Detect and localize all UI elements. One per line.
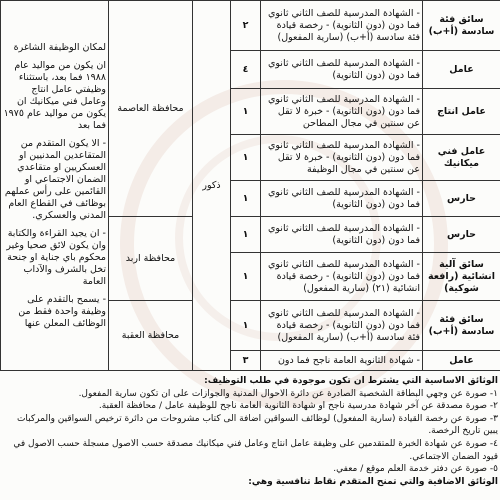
document-item: ١- صورة عن وجهي البطاقة الشخصية الصادرة عن دائرة الاحوال المدنية والجوازات على ان تكون سارية المفعول. — [78, 388, 498, 399]
condition-single-job: - يسمح بالتقدم على وظيفة واحدة فقط من الوظائف المعلن عنها — [18, 293, 106, 329]
document-item: ٢- صورة مصدقة عن آخر شهادة مدرسية ناجح او شهادة الثانوية العامة ناجح للوظيفة عامل / محافظة العقبة. — [98, 401, 498, 412]
qualification: - الشهادة المدرسية للصف الثاني ثانوي فما دون (دون الثانوية) - رخصة قيادة فئة سادسة (أ+ب) (سارية المفعول) — [261, 301, 423, 351]
vacancy-count: ٢ — [231, 1, 261, 51]
extra-documents-heading: الوثائق الاضافية والتي تمنح المتقدم نقاط تنافسية وهي: — [248, 476, 498, 487]
vacancy-count: ١ — [231, 181, 261, 217]
condition-line: لمكان الوظيفة الشاغرة — [13, 41, 106, 53]
vacancy-count: ١ — [231, 301, 261, 351]
qualification: - الشهادة المدرسية للصف الثاني ثانوي فما دون (دون الثانوية) — [261, 181, 423, 217]
qualification: - شهادة الثانوية العامة ناجح فما دون — [261, 351, 423, 371]
vacancy-count: ١ — [231, 135, 261, 181]
job-title: حارس — [423, 181, 500, 217]
vacancy-count: ٤ — [231, 51, 261, 89]
document-item: ٣- صورة عن رخصة القيادة (سارية المفعول) لوظائف السواقين اضافة الى كتاب مشروحات من دائرة ترخيص السواقين والمركبات يبين تاريخ الرخصة. — [16, 413, 498, 437]
vacancy-count: ١ — [231, 217, 261, 253]
document-item: ٥- صورة عن دفتر خدمة العلم موقع / معفي. — [333, 464, 498, 475]
job-title: عامل انتاج — [423, 89, 500, 135]
location-irbid: محافظة اربد — [109, 217, 193, 301]
location-capital: محافظة العاصمة — [109, 1, 193, 217]
job-title: عامل فني ميكانيك — [423, 135, 500, 181]
table-row — [1, 1, 500, 51]
vacancy-count: ١ — [231, 253, 261, 301]
qualification: - الشهادة المدرسية للصف الثاني ثانوي فما دون (دون الثانوية) — [261, 217, 423, 253]
job-title: عامل — [423, 351, 500, 371]
gender-cell: ذكور — [193, 1, 231, 371]
qualification: - الشهادة المدرسية للصف الثاني ثانوي فما دون (دون الثانوية) - رخصة قيادة انشائية (٢١) (سارية المفعول) — [261, 253, 423, 301]
documents-heading: الوثائق الاساسية التي يشترط ان تكون موجودة في طلب التوظيف: — [204, 376, 498, 386]
required-documents — [0, 375, 500, 488]
document-item: ٤- صورة عن شهادة الخبرة للمتقدمين على وظيفة عامل انتاج وعامل فني ميكانيك مصدقة حسب الاصول مسجلة حسب الاصول في قيود الضمان الاجتماعي. — [13, 438, 498, 462]
vacancy-count: ٣ — [231, 351, 261, 371]
job-title: سائق آلية انشائية (رافعة شوكية) — [423, 253, 500, 301]
location-aqaba: محافظة العقبة — [109, 301, 193, 371]
job-title: سائق فئة سادسة (أ+ب) — [423, 1, 500, 51]
condition-age: ان يكون من مواليد عام ١٩٨٨ فما بعد، باستثناء وظيفتي عامل انتاج وعامل فني ميكانيك ان يكون من مواليد عام ١٩٧٥ فما بعد — [3, 59, 106, 131]
qualification: - الشهادة المدرسية للصف الثاني ثانوي فما دون (دون الثانوية) - رخصة قيادة فئة سادسة (أ+ب) (سارية المفعول) — [261, 1, 423, 51]
vacancy-count: ١ — [231, 89, 261, 135]
job-title: سائق فئة سادسة (أ+ب) — [423, 301, 500, 351]
condition-retired: - الا يكون المتقدم من المتقاعدين المدنيين او العسكريين او متقاعدي الضمان الاجتماعي او القائمين على رأس عملهم بوظائف في القطاع العام المدني والعسكري. — [4, 137, 106, 221]
qualification: - الشهادة المدرسية للصف الثاني ثانوي فما دون (دون الثانوية) - خبرة لا تقل عن سنتين في مجال الوظيفة — [261, 135, 423, 181]
conditions-cell — [1, 1, 109, 371]
qualification: - الشهادة المدرسية للصف الثاني ثانوي فما دون (دون الثانوية) — [261, 51, 423, 89]
job-title: حارس — [423, 217, 500, 253]
job-title: عامل — [423, 51, 500, 89]
condition-literacy: - ان يجيد القراءة والكتابة وان يكون لائق صحيا وغير محكوم باي جناية او جنحة تخل بالشرف والآداب العامة — [6, 227, 106, 287]
qualification: - الشهادة المدرسية للصف الثاني ثانوي فما دون (دون الثانوية) - خبرة لا تقل عن سنتين في مجال المطاحن — [261, 89, 423, 135]
